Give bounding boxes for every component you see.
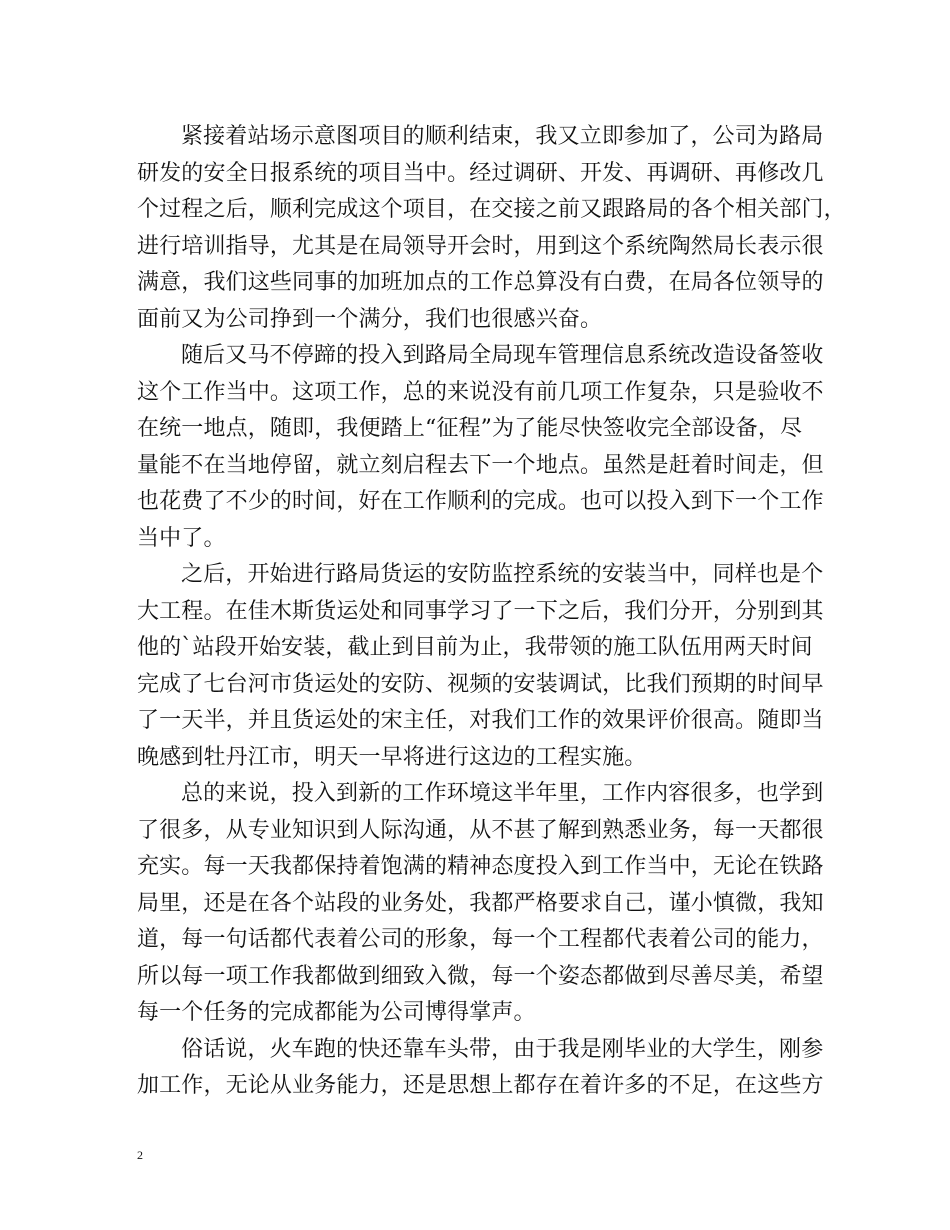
page-number: 2 [137, 1148, 143, 1162]
paragraph-4-line-7: 每一个任务的完成都能为公司博得掌声。 [137, 1000, 536, 1025]
paragraph-5-line-1: 俗话说，火车跑的快还靠车头带，由于我是刚毕业的大学生，刚参 [181, 1037, 824, 1062]
paragraph-3-line-5: 了一天半，并且货运处的宋主任，对我们工作的效果评价很高。随即当 [137, 708, 824, 733]
paragraph-4-line-2: 了很多，从专业知识到人际沟通，从不甚了解到熟悉业务，每一天都很 [137, 818, 824, 843]
paragraph-2-line-6: 当中了。 [137, 526, 226, 551]
paragraph-1-line-3: 个过程之后，顺利完成这个项目，在交接之前又跟路局的各个相关部门， [137, 197, 846, 222]
paragraph-4-line-6: 所以每一项工作我都做到细致入微，每一个姿态都做到尽善尽美，希望 [137, 964, 824, 989]
paragraph-3-line-2: 大工程。在佳木斯货运处和同事学习了一下之后，我们分开，分别到其 [137, 599, 824, 624]
paragraph-5-line-2: 加工作，无论从业务能力，还是思想上都存在着许多的不足，在这些方 [137, 1073, 824, 1098]
paragraph-3-line-4: 完成了七台河市货运处的安防、视频的安装调试，比我们预期的时间早 [137, 672, 824, 697]
paragraph-3-line-1: 之后，开始进行路局货运的安防监控系统的安装当中，同样也是个 [181, 562, 824, 587]
paragraph-1-line-4: 进行培训指导，尤其是在局领导开会时，用到这个系统陶然局长表示很 [137, 234, 824, 259]
paragraph-1-line-6: 面前又为公司挣到一个满分，我们也很感兴奋。 [137, 307, 603, 332]
paragraph-2-line-4: 量能不在当地停留，就立刻启程去下一个地点。虽然是赶着时间走，但 [137, 453, 824, 478]
paragraph-1-line-5: 满意，我们这些同事的加班加点的工作总算没有白费，在局各位领导的 [137, 270, 824, 295]
paragraph-4-line-3: 充实。每一天我都保持着饱满的精神态度投入到工作当中，无论在铁路 [137, 854, 824, 879]
paragraph-2-line-2: 这个工作当中。这项工作，总的来说没有前几项工作复杂，只是验收不 [137, 380, 824, 405]
paragraph-2-line-1: 随后又马不停蹄的投入到路局全局现车管理信息系统改造设备签收 [181, 343, 824, 368]
paragraph-4-line-4: 局里，还是在各个站段的业务处，我都严格要求自己，谨小慎微，我知 [137, 891, 824, 916]
paragraph-4-line-1: 总的来说，投入到新的工作环境这半年里，工作内容很多，也学到 [181, 781, 824, 806]
paragraph-1-line-1: 紧接着站场示意图项目的顺利结束，我又立即参加了，公司为路局 [181, 124, 824, 149]
paragraph-1-line-2: 研发的安全日报系统的项目当中。经过调研、开发、再调研、再修改几 [137, 161, 824, 186]
paragraph-2-line-5: 也花费了不少的时间，好在工作顺利的完成。也可以投入到下一个工作 [137, 489, 824, 514]
paragraph-2-line-3: 在统一地点，随即，我便踏上“征程”为了能尽快签收完全部设备，尽 [137, 416, 803, 441]
paragraph-3-line-6: 晚感到牡丹江市，明天一早将进行这边的工程实施。 [137, 745, 647, 770]
paragraph-4-line-5: 道，每一句话都代表着公司的形象，每一个工程都代表着公司的能力， [137, 927, 824, 952]
paragraph-3-line-3: 他的`站段开始安装，截止到目前为止，我带领的施工队伍用两天时间 [137, 635, 813, 660]
